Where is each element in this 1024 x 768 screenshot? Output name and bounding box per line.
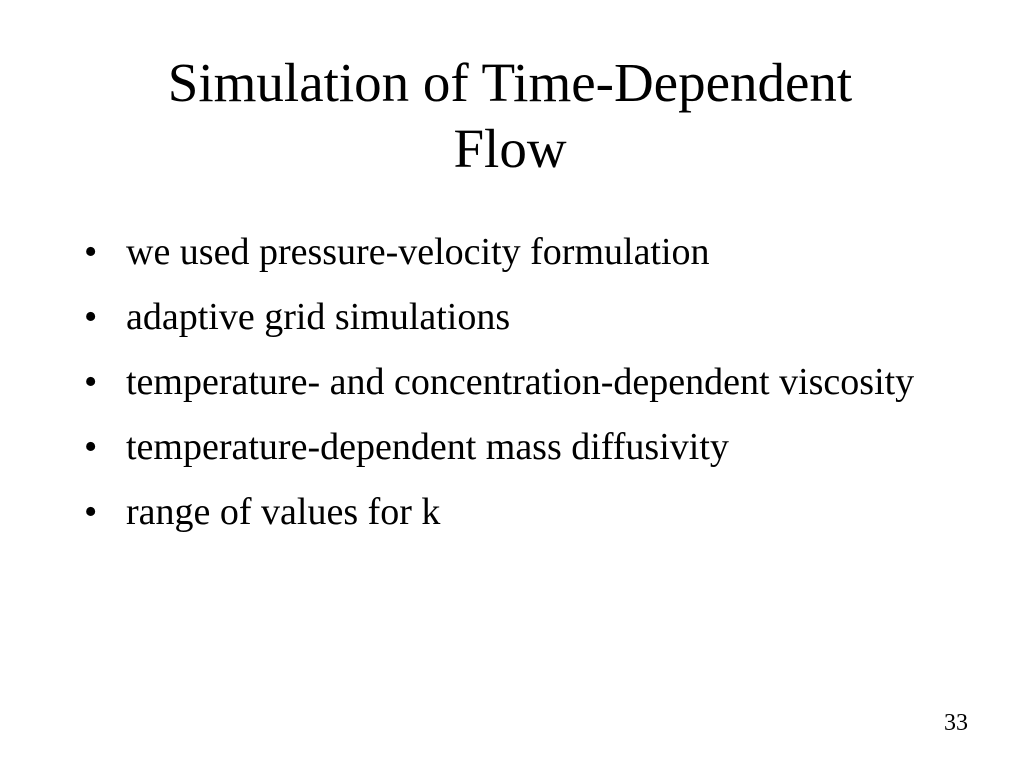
slide-title-line-2: Flow	[453, 118, 567, 179]
bullet-text: range of values for k	[126, 491, 441, 533]
bullet-text: adaptive grid simulations	[126, 296, 511, 338]
bullet-item	[84, 424, 964, 470]
slide-title-line-1: Simulation of Time-Dependent	[167, 52, 853, 113]
bullet-icon: •	[84, 361, 98, 403]
bullet-text: temperature-dependent mass diffusivity	[126, 426, 729, 468]
bullet-text: temperature- and concentration-dependent viscosity	[126, 361, 915, 403]
bullet-list	[84, 229, 964, 554]
bullet-icon: •	[84, 296, 98, 338]
slide-title	[60, 50, 960, 182]
bullet-item	[84, 489, 964, 535]
bullet-icon: •	[84, 491, 98, 533]
bullet-item	[84, 294, 964, 340]
bullet-icon: •	[84, 426, 98, 468]
bullet-item	[84, 359, 964, 405]
bullet-item	[84, 229, 964, 275]
bullet-icon: •	[84, 231, 98, 273]
bullet-text: we used pressure-velocity formulation	[126, 231, 710, 273]
page-number: 33	[944, 710, 968, 736]
